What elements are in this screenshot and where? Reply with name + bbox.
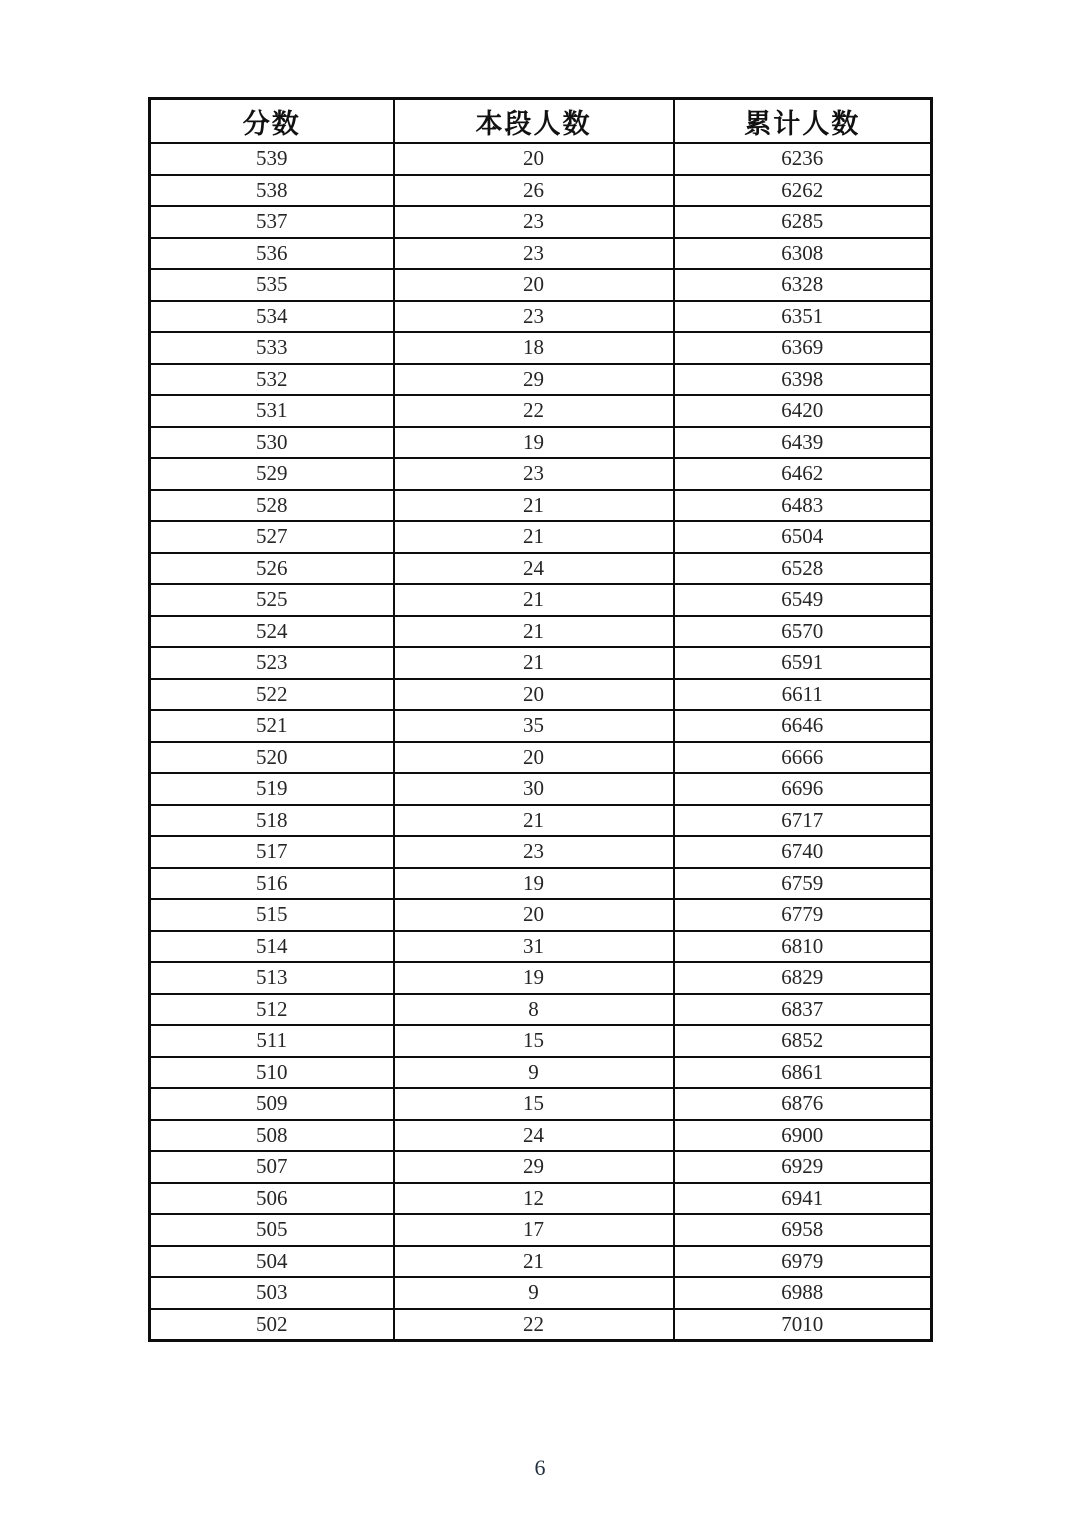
table-row	[150, 679, 932, 711]
table-row	[150, 175, 932, 207]
table-body	[150, 143, 932, 1341]
table-cell: 513	[150, 962, 394, 994]
table-cell: 529	[150, 458, 394, 490]
table-cell: 6285	[674, 206, 932, 238]
table-cell: 23	[394, 206, 674, 238]
table-cell: 530	[150, 427, 394, 459]
table-header-row	[150, 99, 932, 144]
table-cell: 6308	[674, 238, 932, 270]
table-cell: 512	[150, 994, 394, 1026]
table-cell: 6369	[674, 332, 932, 364]
table-row	[150, 1246, 932, 1278]
table-cell: 527	[150, 521, 394, 553]
table-row	[150, 1183, 932, 1215]
table-cell: 506	[150, 1183, 394, 1215]
table-row	[150, 490, 932, 522]
table-cell: 6876	[674, 1088, 932, 1120]
table-cell: 519	[150, 773, 394, 805]
table-cell: 517	[150, 836, 394, 868]
table-cell: 15	[394, 1088, 674, 1120]
table-cell: 19	[394, 962, 674, 994]
table-cell: 6740	[674, 836, 932, 868]
table-cell: 6398	[674, 364, 932, 396]
table-cell: 6837	[674, 994, 932, 1026]
table-cell: 6958	[674, 1214, 932, 1246]
table-cell: 6462	[674, 458, 932, 490]
table-cell: 508	[150, 1120, 394, 1152]
table-cell: 505	[150, 1214, 394, 1246]
table-cell: 6591	[674, 647, 932, 679]
column-header-cumulative-count: 累计人数	[674, 99, 932, 144]
table-cell: 6351	[674, 301, 932, 333]
table-row	[150, 1120, 932, 1152]
table-row	[150, 427, 932, 459]
table-cell: 6504	[674, 521, 932, 553]
table-cell: 6328	[674, 269, 932, 301]
table-cell: 524	[150, 616, 394, 648]
table-cell: 6810	[674, 931, 932, 963]
table-cell: 29	[394, 1151, 674, 1183]
table-cell: 23	[394, 301, 674, 333]
table-cell: 515	[150, 899, 394, 931]
table-row	[150, 395, 932, 427]
table-cell: 6483	[674, 490, 932, 522]
table-cell: 21	[394, 1246, 674, 1278]
table-cell: 510	[150, 1057, 394, 1089]
table-row	[150, 238, 932, 270]
table-row	[150, 1088, 932, 1120]
table-cell: 522	[150, 679, 394, 711]
table-row	[150, 332, 932, 364]
column-header-segment-count: 本段人数	[394, 99, 674, 144]
table-cell: 6696	[674, 773, 932, 805]
table-cell: 6611	[674, 679, 932, 711]
table-cell: 6549	[674, 584, 932, 616]
table-cell: 20	[394, 742, 674, 774]
table-cell: 507	[150, 1151, 394, 1183]
table-cell: 22	[394, 395, 674, 427]
table-cell: 6779	[674, 899, 932, 931]
table-cell: 520	[150, 742, 394, 774]
table-cell: 21	[394, 490, 674, 522]
table-cell: 6900	[674, 1120, 932, 1152]
table-cell: 7010	[674, 1309, 932, 1341]
table-row	[150, 553, 932, 585]
table-cell: 20	[394, 679, 674, 711]
table-row	[150, 1057, 932, 1089]
table-cell: 532	[150, 364, 394, 396]
table-cell: 6717	[674, 805, 932, 837]
table-row	[150, 773, 932, 805]
table-cell: 21	[394, 805, 674, 837]
table-row	[150, 458, 932, 490]
table-cell: 8	[394, 994, 674, 1026]
table-cell: 6420	[674, 395, 932, 427]
table-cell: 21	[394, 584, 674, 616]
table-cell: 23	[394, 458, 674, 490]
table-cell: 526	[150, 553, 394, 585]
table-cell: 21	[394, 647, 674, 679]
table-row	[150, 962, 932, 994]
table-cell: 6861	[674, 1057, 932, 1089]
table-row	[150, 899, 932, 931]
table-cell: 23	[394, 836, 674, 868]
table-row	[150, 994, 932, 1026]
table-row	[150, 1309, 932, 1341]
table-cell: 539	[150, 143, 394, 175]
table-cell: 20	[394, 143, 674, 175]
table-row	[150, 269, 932, 301]
table-cell: 6666	[674, 742, 932, 774]
table-cell: 26	[394, 175, 674, 207]
score-distribution-table	[148, 97, 933, 1342]
table-cell: 523	[150, 647, 394, 679]
table-row	[150, 1151, 932, 1183]
table-cell: 30	[394, 773, 674, 805]
table-cell: 521	[150, 710, 394, 742]
table-row	[150, 206, 932, 238]
table-cell: 15	[394, 1025, 674, 1057]
table-row	[150, 616, 932, 648]
table-row	[150, 742, 932, 774]
table-cell: 6852	[674, 1025, 932, 1057]
table-cell: 533	[150, 332, 394, 364]
table-cell: 6262	[674, 175, 932, 207]
table-cell: 22	[394, 1309, 674, 1341]
table-cell: 20	[394, 899, 674, 931]
table-cell: 23	[394, 238, 674, 270]
table-cell: 538	[150, 175, 394, 207]
table-cell: 504	[150, 1246, 394, 1278]
table-cell: 536	[150, 238, 394, 270]
table-cell: 9	[394, 1277, 674, 1309]
table-cell: 6759	[674, 868, 932, 900]
table-cell: 19	[394, 868, 674, 900]
table-cell: 6988	[674, 1277, 932, 1309]
table-cell: 18	[394, 332, 674, 364]
page-number: 6	[534, 1455, 546, 1480]
table-row	[150, 1277, 932, 1309]
table-cell: 24	[394, 1120, 674, 1152]
table-cell: 514	[150, 931, 394, 963]
table-cell: 20	[394, 269, 674, 301]
table-cell: 9	[394, 1057, 674, 1089]
table-cell: 528	[150, 490, 394, 522]
table-cell: 534	[150, 301, 394, 333]
table-row	[150, 710, 932, 742]
table-cell: 535	[150, 269, 394, 301]
table-row	[150, 364, 932, 396]
table-cell: 509	[150, 1088, 394, 1120]
table-cell: 531	[150, 395, 394, 427]
table-cell: 537	[150, 206, 394, 238]
table-row	[150, 836, 932, 868]
table-row	[150, 1214, 932, 1246]
table-cell: 35	[394, 710, 674, 742]
table-row	[150, 647, 932, 679]
table-row	[150, 1025, 932, 1057]
table-row	[150, 521, 932, 553]
table-cell: 6528	[674, 553, 932, 585]
table-cell: 516	[150, 868, 394, 900]
table-cell: 511	[150, 1025, 394, 1057]
table-row	[150, 805, 932, 837]
table-cell: 6829	[674, 962, 932, 994]
table-cell: 6941	[674, 1183, 932, 1215]
table-cell: 24	[394, 553, 674, 585]
table-row	[150, 584, 932, 616]
table-cell: 6236	[674, 143, 932, 175]
table-cell: 12	[394, 1183, 674, 1215]
table-cell: 21	[394, 616, 674, 648]
table-cell: 6979	[674, 1246, 932, 1278]
table-row	[150, 931, 932, 963]
table-cell: 6439	[674, 427, 932, 459]
table-cell: 503	[150, 1277, 394, 1309]
table-cell: 6929	[674, 1151, 932, 1183]
table-cell: 6646	[674, 710, 932, 742]
table-cell: 29	[394, 364, 674, 396]
table-cell: 502	[150, 1309, 394, 1341]
table-cell: 6570	[674, 616, 932, 648]
table-row	[150, 868, 932, 900]
table-cell: 17	[394, 1214, 674, 1246]
table-cell: 21	[394, 521, 674, 553]
table-row	[150, 301, 932, 333]
table-row	[150, 143, 932, 175]
table-cell: 19	[394, 427, 674, 459]
table-cell: 31	[394, 931, 674, 963]
column-header-score: 分数	[150, 99, 394, 144]
table-cell: 518	[150, 805, 394, 837]
table-cell: 525	[150, 584, 394, 616]
